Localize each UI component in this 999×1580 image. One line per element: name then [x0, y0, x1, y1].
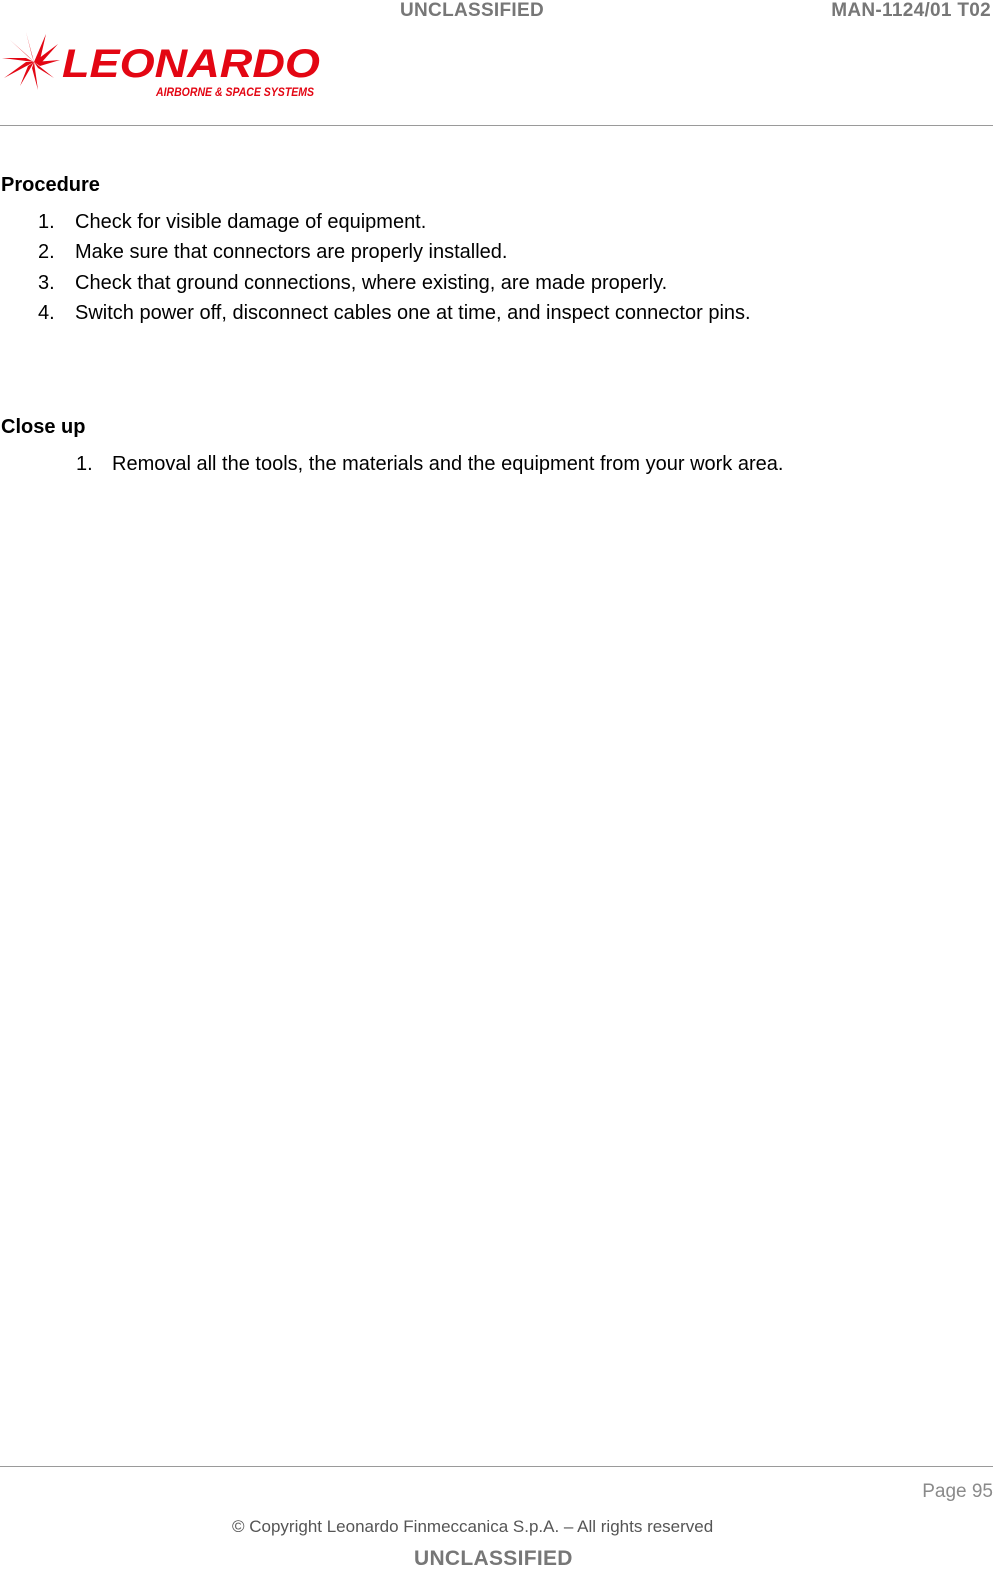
step-text: Switch power off, disconnect cables one at time, and inspect connector pins.	[75, 301, 751, 324]
header-classification: UNCLASSIFIED	[400, 0, 544, 21]
step-number: 2.	[38, 241, 55, 264]
close-up-heading: Close up	[1, 416, 86, 438]
step-number: 4.	[38, 301, 55, 324]
footer-divider	[0, 1466, 993, 1467]
logo-wordmark: LEONARDO	[62, 42, 320, 86]
step-text: Check for visible damage of equipment.	[75, 211, 427, 233]
page-number: Page 95	[922, 1481, 993, 1502]
document-number: MAN-1124/01 T02	[831, 0, 991, 21]
footer-classification: UNCLASSIFIED	[414, 1547, 573, 1570]
leonardo-logo	[0, 30, 330, 102]
step-number: 1.	[76, 453, 93, 475]
copyright-notice: © Copyright Leonardo Finmeccanica S.p.A. – All rights reserved	[232, 1517, 714, 1536]
step-text: Make sure that connectors are properly installed.	[75, 241, 508, 264]
procedure-heading: Procedure	[1, 174, 100, 196]
step-text: Removal all the tools, the materials and the equipment from your work area.	[112, 453, 784, 475]
header-divider	[0, 125, 993, 126]
step-number: 1.	[38, 211, 55, 233]
step-number: 3.	[38, 271, 55, 294]
logo-tagline: AIRBORNE & SPACE SYSTEMS	[155, 85, 314, 99]
step-text: Check that ground connections, where existing, are made properly.	[75, 271, 668, 294]
logo-starburst-icon	[2, 32, 60, 90]
